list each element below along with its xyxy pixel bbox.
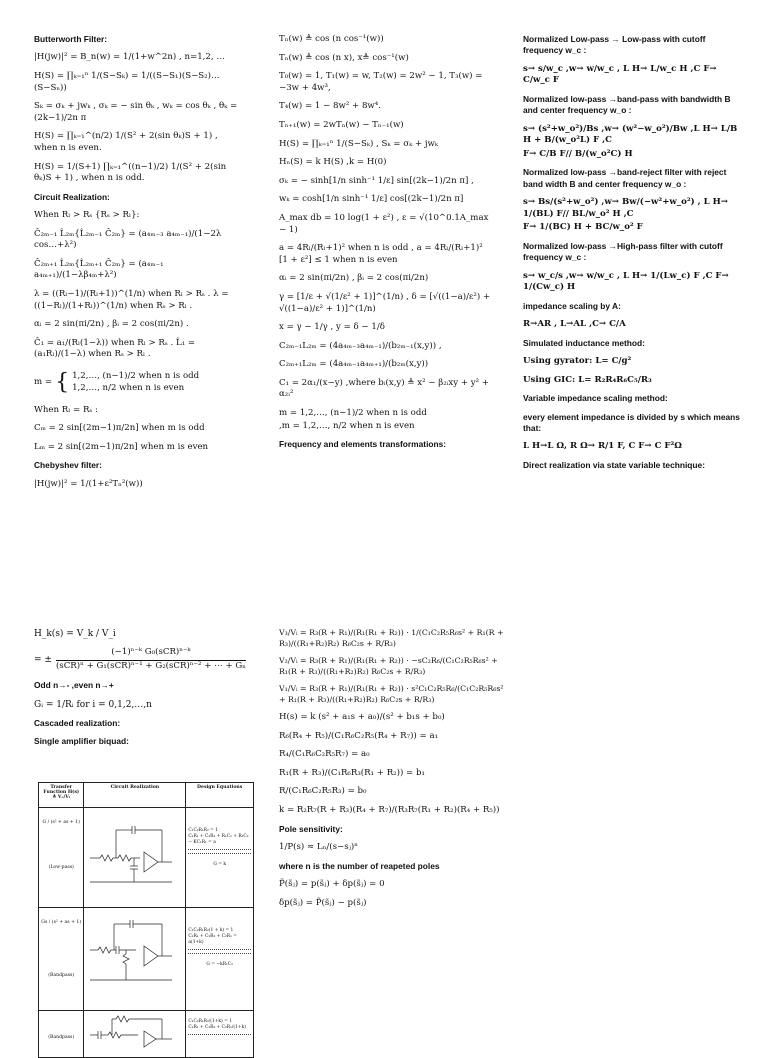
direct-realization-heading: Direct realization via state variable technique: xyxy=(523,459,705,470)
bandpass-type: (Bandpass) xyxy=(48,973,75,978)
gic-eq: Using GIC: L= R₂R₄R₆C₅/R₃ xyxy=(523,374,652,385)
divider xyxy=(188,853,251,854)
tn-def2: Tₙ(w) ≜ cos (n x), x≜ cos⁻¹(w) xyxy=(279,52,409,63)
lp-lp-eq: s→ s/w_c ,w→ w/w_c , L H→ L/w_c H ,C F→ C/w_c F xyxy=(523,63,717,86)
column-chebyshev xyxy=(279,34,494,458)
bandpass2-design-2: C₁R₁ + C₂R₂ + C₂R₁/(1+k) xyxy=(188,1025,246,1031)
lp-br-heading: Normalized low-pass →band-reject filter with reject band width B and center frequency w_o : xyxy=(523,167,727,189)
divider xyxy=(188,949,251,950)
lowpass-design-1: C₁C₂R₁R₂ = 1 xyxy=(188,828,218,833)
lp-hp-eq: s→ w_c/s ,w→ w/w_c , L H→ 1/(Lw_c) F ,C F→ 1/(Cw_c) H xyxy=(523,270,729,293)
bw-transfer-eq: H(S) = ∏ₖ₌₁ⁿ 1/(S−Sₖ) = 1/((S−S₁)(S−S₂)…(S−Sₙ)) xyxy=(34,70,220,93)
gi-eq: Gᵢ = 1/Rᵢ for i = 0,1,2,…,n xyxy=(34,699,152,710)
a-eq: a = 4Rₗ/(Rₗ+1)² when n is odd , a = 4Rₗ/(Rₗ+1)² [1 + ε²] ≤ 1 when n is even xyxy=(279,243,483,265)
bandpass-design-2: C₁R₁ + C₂R₂ + C₂R₁ = a(1+k) xyxy=(188,934,237,946)
t-recurrence: Tₙ₊₁(w) = 2wTₙ(w) − Tₙ₋₁(w) xyxy=(279,119,404,130)
v1-eq: V₁/Vᵢ = R₃(R + R₁)/(R₁(R₁ + R₂)) · s²C₁C₂R₅R₆/(C₁C₂R₅R₆s² + R₁(R + R₃)/((R₁+R₂)R₂) R₆C₂s + R/R₃) xyxy=(279,684,504,704)
a1-eq: R₆(R₄ + R₅)/(C₁R₆C₂R₅(R₄ + R₇)) = a₁ xyxy=(279,730,439,741)
lp-hp-heading: Normalized low-pass →High-pass filter with cutoff frequency w_c : xyxy=(523,240,723,263)
gyrator-eq: Using gyrator: L= C/g² xyxy=(523,355,632,366)
b0-eq: R/(C₁R₆C₂R₅R₃) = b₀ xyxy=(279,786,367,797)
pm-sign: = ± xyxy=(34,654,52,665)
lp-bp-eq1: s→ (s²+w_o²)/Bs ,w→ (w²−w_o²)/Bw ,L H→ L/B H + B/(w_o²L) F ,C xyxy=(523,123,738,146)
bandpass-design-3: G = −kR₁C₂ xyxy=(206,962,233,968)
lp-bp-heading: Normalized low-pass →band-pass with bandwidth B and center frequency w_o : xyxy=(523,93,731,116)
bandpass2-circuit-diagram xyxy=(86,1013,178,1053)
a0-eq: R₄/(C₁R₆C₂R₅R₇) = a₀ xyxy=(279,749,370,760)
bw-pole-eq: Sₖ = σₖ + jwₖ , σₖ = − sin θₖ , wₖ = cos θₖ , θₖ = (2k−1)/2n π xyxy=(34,101,238,123)
column-butterworth xyxy=(34,34,242,497)
lowpass-tf: G / (s² + as + 1) xyxy=(42,820,80,825)
column-state-variable xyxy=(279,628,504,916)
when-equal: When Rₗ = Rₛ : xyxy=(34,404,98,415)
lowpass-circuit-diagram xyxy=(86,810,178,900)
impedance-eq: R→AR , L→AL ,C→ C/A xyxy=(523,319,626,330)
hk-expansion xyxy=(34,647,259,672)
th-design: Design Equations xyxy=(186,783,254,808)
p1-eq: P̃(s̃ⱼ) = p(s̃ⱼ) + δp(s̃ⱼ) = 0 xyxy=(279,878,385,889)
lowpass-type: (Low-pass) xyxy=(48,865,74,870)
hk-numerator: (−1)ⁿ⁻ᵏ G₀(sCR)ⁿ⁻ᵏ xyxy=(56,647,246,661)
bw-magnitude-eq: |H(jw)|² = B_n(w) = 1/(1+w^2n) , n=1,2, … xyxy=(34,52,225,63)
pole-eq: 1/P(s) ≈ Lₙ/(s−sⱼ)ⁿ xyxy=(279,842,358,852)
c2m2-eq: Ĉ₂ₘ₊₁ L̂₂ₘ{L̂₂ₘ₊₁ Ĉ₂ₘ} = (a₄ₘ₋₁ a₄ₘ₊₁)/(1−λβ₄ₘ+λ²) xyxy=(34,258,164,281)
lowpass-design-3: G = k xyxy=(213,862,226,868)
when-rl-rs: When Rₗ > Rₛ {Rₛ > Rₗ}: xyxy=(34,210,140,221)
th-circuit: Circuit Realization xyxy=(84,783,186,808)
bandpass2-design-1: C₁C₂R₁R₂/(1+k) = 1 xyxy=(188,1019,233,1024)
bandpass-tf: Gs / (s² + as + 1) xyxy=(41,920,82,925)
lp-bp-eq2: F→ C/B F// B/(w_o²C) H xyxy=(523,148,633,159)
p2-eq: δp(s̃ⱼ) = P̃(s̃ⱼ) − p(s̃ⱼ) xyxy=(279,897,367,908)
sigma-eq: σₖ = − sinh[1/n sinh⁻¹ 1/ε] sin[(2k−1)/2n π] , xyxy=(279,175,474,186)
divider xyxy=(188,849,251,850)
c2m1-cheb: C₂ₘ₋₁L₂ₘ = (4a₄ₘ₋₃a₄ₘ₋₁)/(b₂ₘ₋₁(x,y)) , xyxy=(279,340,442,351)
ab-eq: αᵢ = 2 sin(πi/2n) , βᵢ = 2 cos(πi/2n) xyxy=(279,273,429,284)
table-row xyxy=(39,908,254,1011)
impedance-heading: impedance scaling by A: xyxy=(523,300,621,311)
wk-eq: wₖ = cosh[1/n sinh⁻¹ 1/ε] cos[(2k−1)/2n π] xyxy=(279,194,464,205)
m-label: m = xyxy=(34,377,53,388)
hk-denominator: (sCR)ⁿ + G₁(sCR)ⁿ⁻¹ + G₂(sCR)ⁿ⁻² + ⋯ + Gₙ xyxy=(55,660,247,671)
amax-eq: A_max db = 10 log(1 + ε²) , ε = √(10^0.1A_max − 1) xyxy=(279,212,489,235)
v2-eq: V₂/Vᵢ = R₃(R + R₁)/(R₁(R₁ + R₂)) · −sC₂R₆/(C₁C₂R₅R₆s² + R₁(R + R₃)/((R₁+R₂)R₂) R₆C₂s + R/R₃) xyxy=(279,656,498,676)
single-amp-heading: Single amplifier biquad: xyxy=(34,736,129,747)
lp-br-eq2: F→ 1/(BC) H + BC/w_o² F xyxy=(523,222,643,233)
c2m1-eq: Ĉ₂ₘ₋₁ L̂₂ₘ{L̂₂ₘ₋₁ Ĉ₂ₘ} = (a₄ₘ₋₃ a₄ₘ₋₁)/(1−2λ cos…+λ²) xyxy=(34,228,222,251)
tn-def1: Tₙ(w) ≜ cos (n cos⁻¹(w)) xyxy=(279,34,384,44)
lp-lp-heading: Normalized Low-pass → Low-pass with cutoff frequency w_c : xyxy=(523,34,706,56)
bw-odd-eq: H(S) = 1/(S+1) ∏ₖ₌₁^((n−1)/2) 1/(S² + 2(sin θₖ)S + 1) , when n is odd. xyxy=(34,161,227,184)
k-eq: k = R₂R₇(R + R₃)(R₄ + R₇)/(R₃R₇(R₁ + R₂)(R₄ + R₅)) xyxy=(279,805,500,816)
bw-even-eq: H(S) = ∏ₖ₌₁^(n/2) 1/(S² + 2(sin θₖ)S + 1) , when n is even. xyxy=(34,131,218,153)
c2m2-cheb: C₂ₘ₊₁L₂ₘ = (4a₄ₘ₋₁a₄ₘ₊₁)/(b₂ₘ(x,y)) xyxy=(279,359,429,370)
m-even: 1,2,…, n/2 when n is even xyxy=(72,382,185,393)
th-transfer-function: Transfer Function H(s) ≜ Vₒ/Vᵢ xyxy=(39,783,84,808)
bandpass2-type: (Bandpass) xyxy=(48,1035,75,1040)
v3-eq: V₃/Vᵢ = R₃(R + R₁)/(R₁(R₁ + R₂)) · 1/(C₁C₂R₅R₆s² + R₁(R + R₃)/((R₁+R₂)R₂) R₆C₂s + R/R₃) xyxy=(279,628,504,648)
cheb-transfer: H(S) = ∏ₖ₌₁ⁿ 1/(S−Sₖ) , Sₖ = σₖ + jwₖ xyxy=(279,138,439,149)
m-cases xyxy=(34,368,242,398)
t4-poly: T₄(w) = 1 − 8w² + 8w⁴. xyxy=(279,101,381,112)
b1-eq: R₁(R + R₃)/(C₁R₆R₃(R₁ + R₂)) = b₁ xyxy=(279,767,425,778)
variable-impedance-heading: Variable impedance scaling method: xyxy=(523,393,668,404)
lm-eq: Lₘ = 2 sin[(2m−1)π/2n] when m is even xyxy=(34,441,209,452)
butterworth-heading: Butterworth Filter: xyxy=(34,34,108,44)
xy-eq: x = γ − 1/γ , y = δ − 1/δ xyxy=(279,322,385,333)
lowpass-design-2: C₁R₁ + C₂R₂ + R₁C₁ + R₂C₂ − KC₁R₁ = a xyxy=(188,834,249,846)
circuit-heading: Circuit Realization: xyxy=(34,191,110,202)
repeated-poles-note: where n is the number of reapeted poles xyxy=(279,860,440,871)
cm-eq: Cₘ = 2 sin[(2m−1)π/2n] when m is odd xyxy=(34,423,205,434)
table-row xyxy=(39,808,254,908)
m-odd: 1,2,…, (n−1)/2 when n is odd xyxy=(72,371,200,382)
bandpass-circuit-diagram xyxy=(86,910,178,1002)
m-even-cheb: ,m = 1,2,…, n/2 when n is even xyxy=(279,420,415,431)
divider xyxy=(188,1034,251,1035)
hs-biquad: H(s) = k (s² + a₁s + a₀)/(s² + b₁s + b₀) xyxy=(279,712,445,723)
c1-cheb: C₁ = 2α₁/(x−y) ,where bᵢ(x,y) ≜ x² − β₂ᵢxy + y² + α₂ᵢ² xyxy=(279,377,489,400)
brace-icon: { xyxy=(55,369,70,395)
simulated-inductance-heading: Simulated inductance method: xyxy=(523,337,645,348)
freq-transform-heading: Frequency and elements transformations: xyxy=(279,439,447,450)
chebyshev-heading: Chebyshev filter: xyxy=(34,460,102,471)
alpha-beta-eq: αᵢ = 2 sin(πi/2n) , βᵢ = 2 cos(πi/2n) . xyxy=(34,319,189,330)
table-row xyxy=(39,1011,254,1058)
variable-impedance-eq: L H→L Ω, R Ω→ R/1 F, C F→ C F²Ω xyxy=(523,441,682,452)
gamma-eq: γ = [1/ε + √(1/ε² + 1)]^(1/n) , δ = [√((1−a)/ε²) + √((1−a)/ε² + 1)]^(1/n) xyxy=(279,291,491,314)
odd-even-note: Odd n→- ,even n→+ xyxy=(34,680,114,691)
t-poly: T₀(w) = 1, T₁(w) = w, T₂(w) = 2w² − 1, T₃(w) = −3w + 4w³, xyxy=(279,71,483,93)
lp-br-eq1: s→ Bs/(s²+w_o²) ,w→ Bw/(−w²+w_o²) , L H→ 1/(BL) F// BL/w_o² H ,C xyxy=(523,197,728,219)
variable-impedance-desc: every element impedance is divided by s which means that: xyxy=(523,411,740,433)
column-transformations xyxy=(523,34,745,478)
cascaded-heading: Cascaded realization: xyxy=(34,717,121,728)
column-cascaded xyxy=(34,628,259,755)
bandpass-design-1: C₁C₂R₁R₂(1 + k) = 1 xyxy=(188,928,234,933)
lambda-eq: λ = ((Rₗ−1)/(Rₗ+1))^(1/n) when Rₗ > Rₛ . λ = ((1−Rₗ)/(1+Rₗ))^(1/n) when Rₛ > Rₗ . xyxy=(34,289,229,311)
pole-sensitivity-heading: Pole sensitivity: xyxy=(279,823,343,834)
c1-eq: Ĉ₁ = a₁/(Rₗ(1−λ)) when Rₗ > Rₛ . L̂₁ = (a₁Rₗ)/(1−λ) when Rₛ > Rₗ . xyxy=(34,337,196,360)
biquad-table xyxy=(38,782,254,1058)
cheb-hn: Hₙ(S) = k H(S) ,k = H(0) xyxy=(279,157,387,168)
divider xyxy=(188,953,251,954)
m-odd-cheb: m = 1,2,…, (n−1)/2 when n is odd xyxy=(279,408,427,419)
hk-eq: H_k(s) = V_k / V_i xyxy=(34,629,116,639)
cheb-magnitude-eq: |H(jw)|² = 1/(1+ε²Tₙ²(w)) xyxy=(34,478,143,489)
